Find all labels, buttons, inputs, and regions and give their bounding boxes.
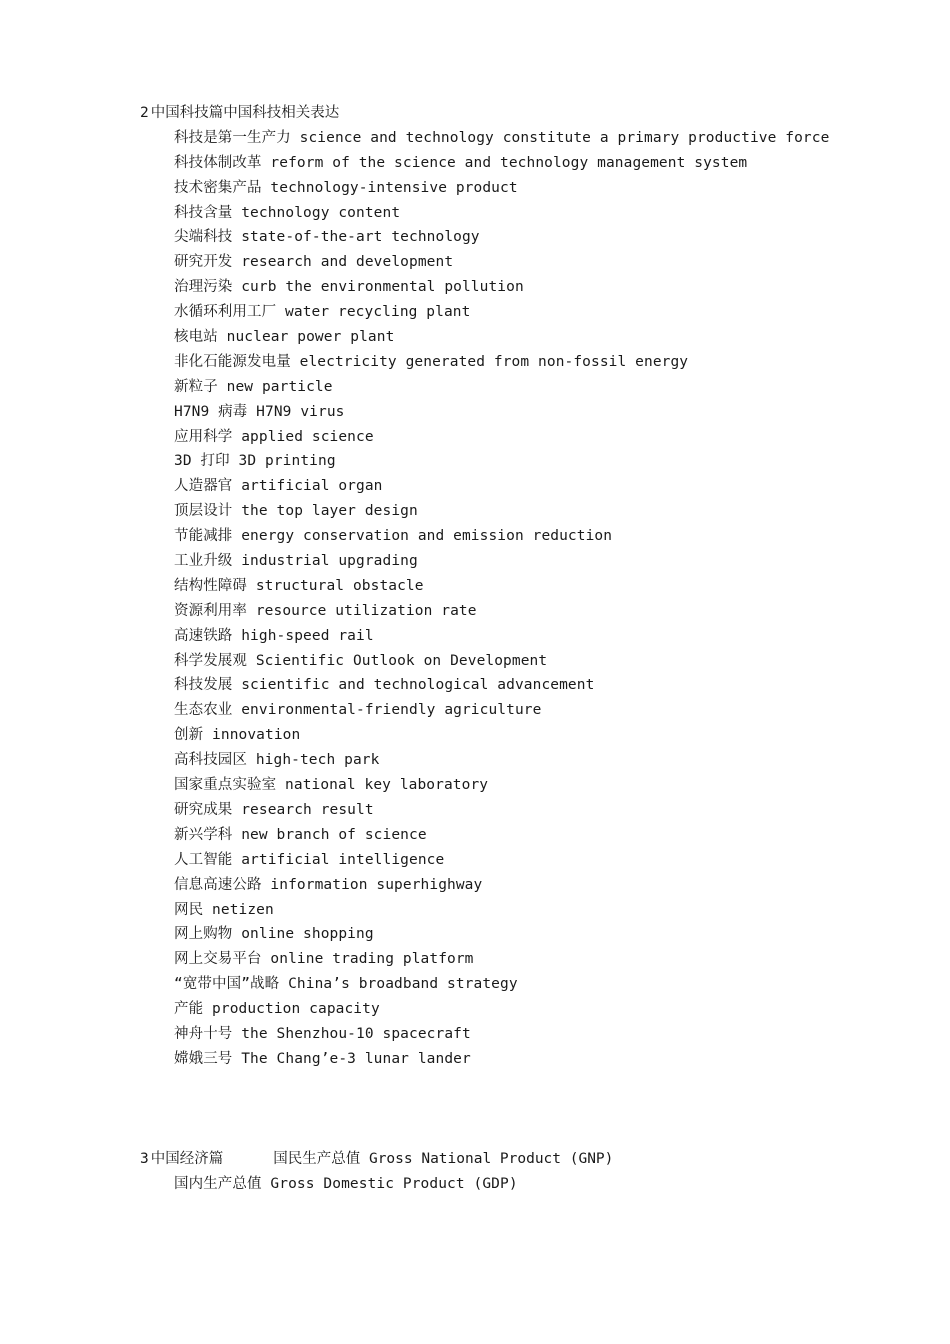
list-item: 网上购物 online shopping xyxy=(174,926,374,943)
list-item: 水循环利用工厂 water recycling plant xyxy=(174,304,471,321)
list-item: 科技发展 scientific and technological advancement xyxy=(174,677,595,694)
list-item: 生态农业 environmental-friendly agriculture xyxy=(174,702,542,719)
list-item: 新兴学科 new branch of science xyxy=(174,826,427,843)
list-item: 神舟十号 the Shenzhou-10 spacecraft xyxy=(174,1025,471,1042)
list-item: 产能 production capacity xyxy=(174,1001,380,1018)
list-item: 创新 innovation xyxy=(174,727,301,744)
list-item: 研究成果 research result xyxy=(174,801,374,818)
list-item: 人造器官 artificial organ xyxy=(174,478,383,495)
list-item: 工业升级 industrial upgrading xyxy=(174,553,418,570)
list-item: 资源利用率 resource utilization rate xyxy=(174,602,477,619)
section-title: 中国经济篇 xyxy=(150,1151,224,1167)
list-item: 高科技园区 high-tech park xyxy=(174,752,380,769)
list-item: 节能减排 energy conservation and emission reduction xyxy=(174,528,613,545)
list-item: 应用科学 applied science xyxy=(174,428,374,445)
list-item: 科技含量 technology content xyxy=(174,204,401,221)
list-item: 结构性障碍 structural obstacle xyxy=(174,577,424,594)
list-item: 网民 netizen xyxy=(174,901,274,918)
list-item: 尖端科技 state-of-the-art technology xyxy=(174,229,480,246)
list-item: 科技是第一生产力 science and technology constitute a primary productive force xyxy=(174,129,830,146)
list-item: 信息高速公路 information superhighway xyxy=(174,876,483,893)
section-heading xyxy=(140,101,920,126)
list-item: 研究开发 research and development xyxy=(174,254,454,271)
list-item: 人工智能 artificial intelligence xyxy=(174,851,445,868)
section-technology xyxy=(140,101,920,1072)
list-item: 国民生产总值 Gross National Product (GNP) xyxy=(273,1151,614,1167)
list-item: 核电站 nuclear power plant xyxy=(174,329,395,346)
list-item: “宽带中国”战略 China’s broadband strategy xyxy=(174,976,518,993)
list-item: 3D 打印 3D printing xyxy=(174,453,336,470)
list-item: 治理污染 curb the environmental pollution xyxy=(174,279,524,296)
term-list xyxy=(140,126,920,1072)
list-item: 技术密集产品 technology-intensive product xyxy=(174,179,518,196)
list-item: H7N9 病毒 H7N9 virus xyxy=(174,403,345,420)
list-item: 科技体制改革 reform of the science and technology management system xyxy=(174,154,748,171)
section-number: 3 xyxy=(140,1151,149,1167)
section-number: 2 xyxy=(140,105,149,121)
section-title: 中国科技篇中国科技相关表达 xyxy=(150,105,340,121)
section-heading xyxy=(140,1147,920,1172)
list-item: 嫦娥三号 The Chang’e-3 lunar lander xyxy=(174,1050,471,1067)
list-item: 科学发展观 Scientific Outlook on Development xyxy=(174,652,548,669)
section-economy xyxy=(140,1147,920,1197)
list-item: 顶层设计 the top layer design xyxy=(174,503,418,520)
list-item: 非化石能源发电量 electricity generated from non-fossil energy xyxy=(174,353,689,370)
list-item: 新粒子 new particle xyxy=(174,378,333,395)
list-item: 国家重点实验室 national key laboratory xyxy=(174,777,489,794)
list-item: 高速铁路 high-speed rail xyxy=(174,627,374,644)
list-item: 国内生产总值 Gross Domestic Product (GDP) xyxy=(174,1175,518,1192)
list-item: 网上交易平台 online trading platform xyxy=(174,951,474,968)
term-list xyxy=(140,1172,920,1197)
